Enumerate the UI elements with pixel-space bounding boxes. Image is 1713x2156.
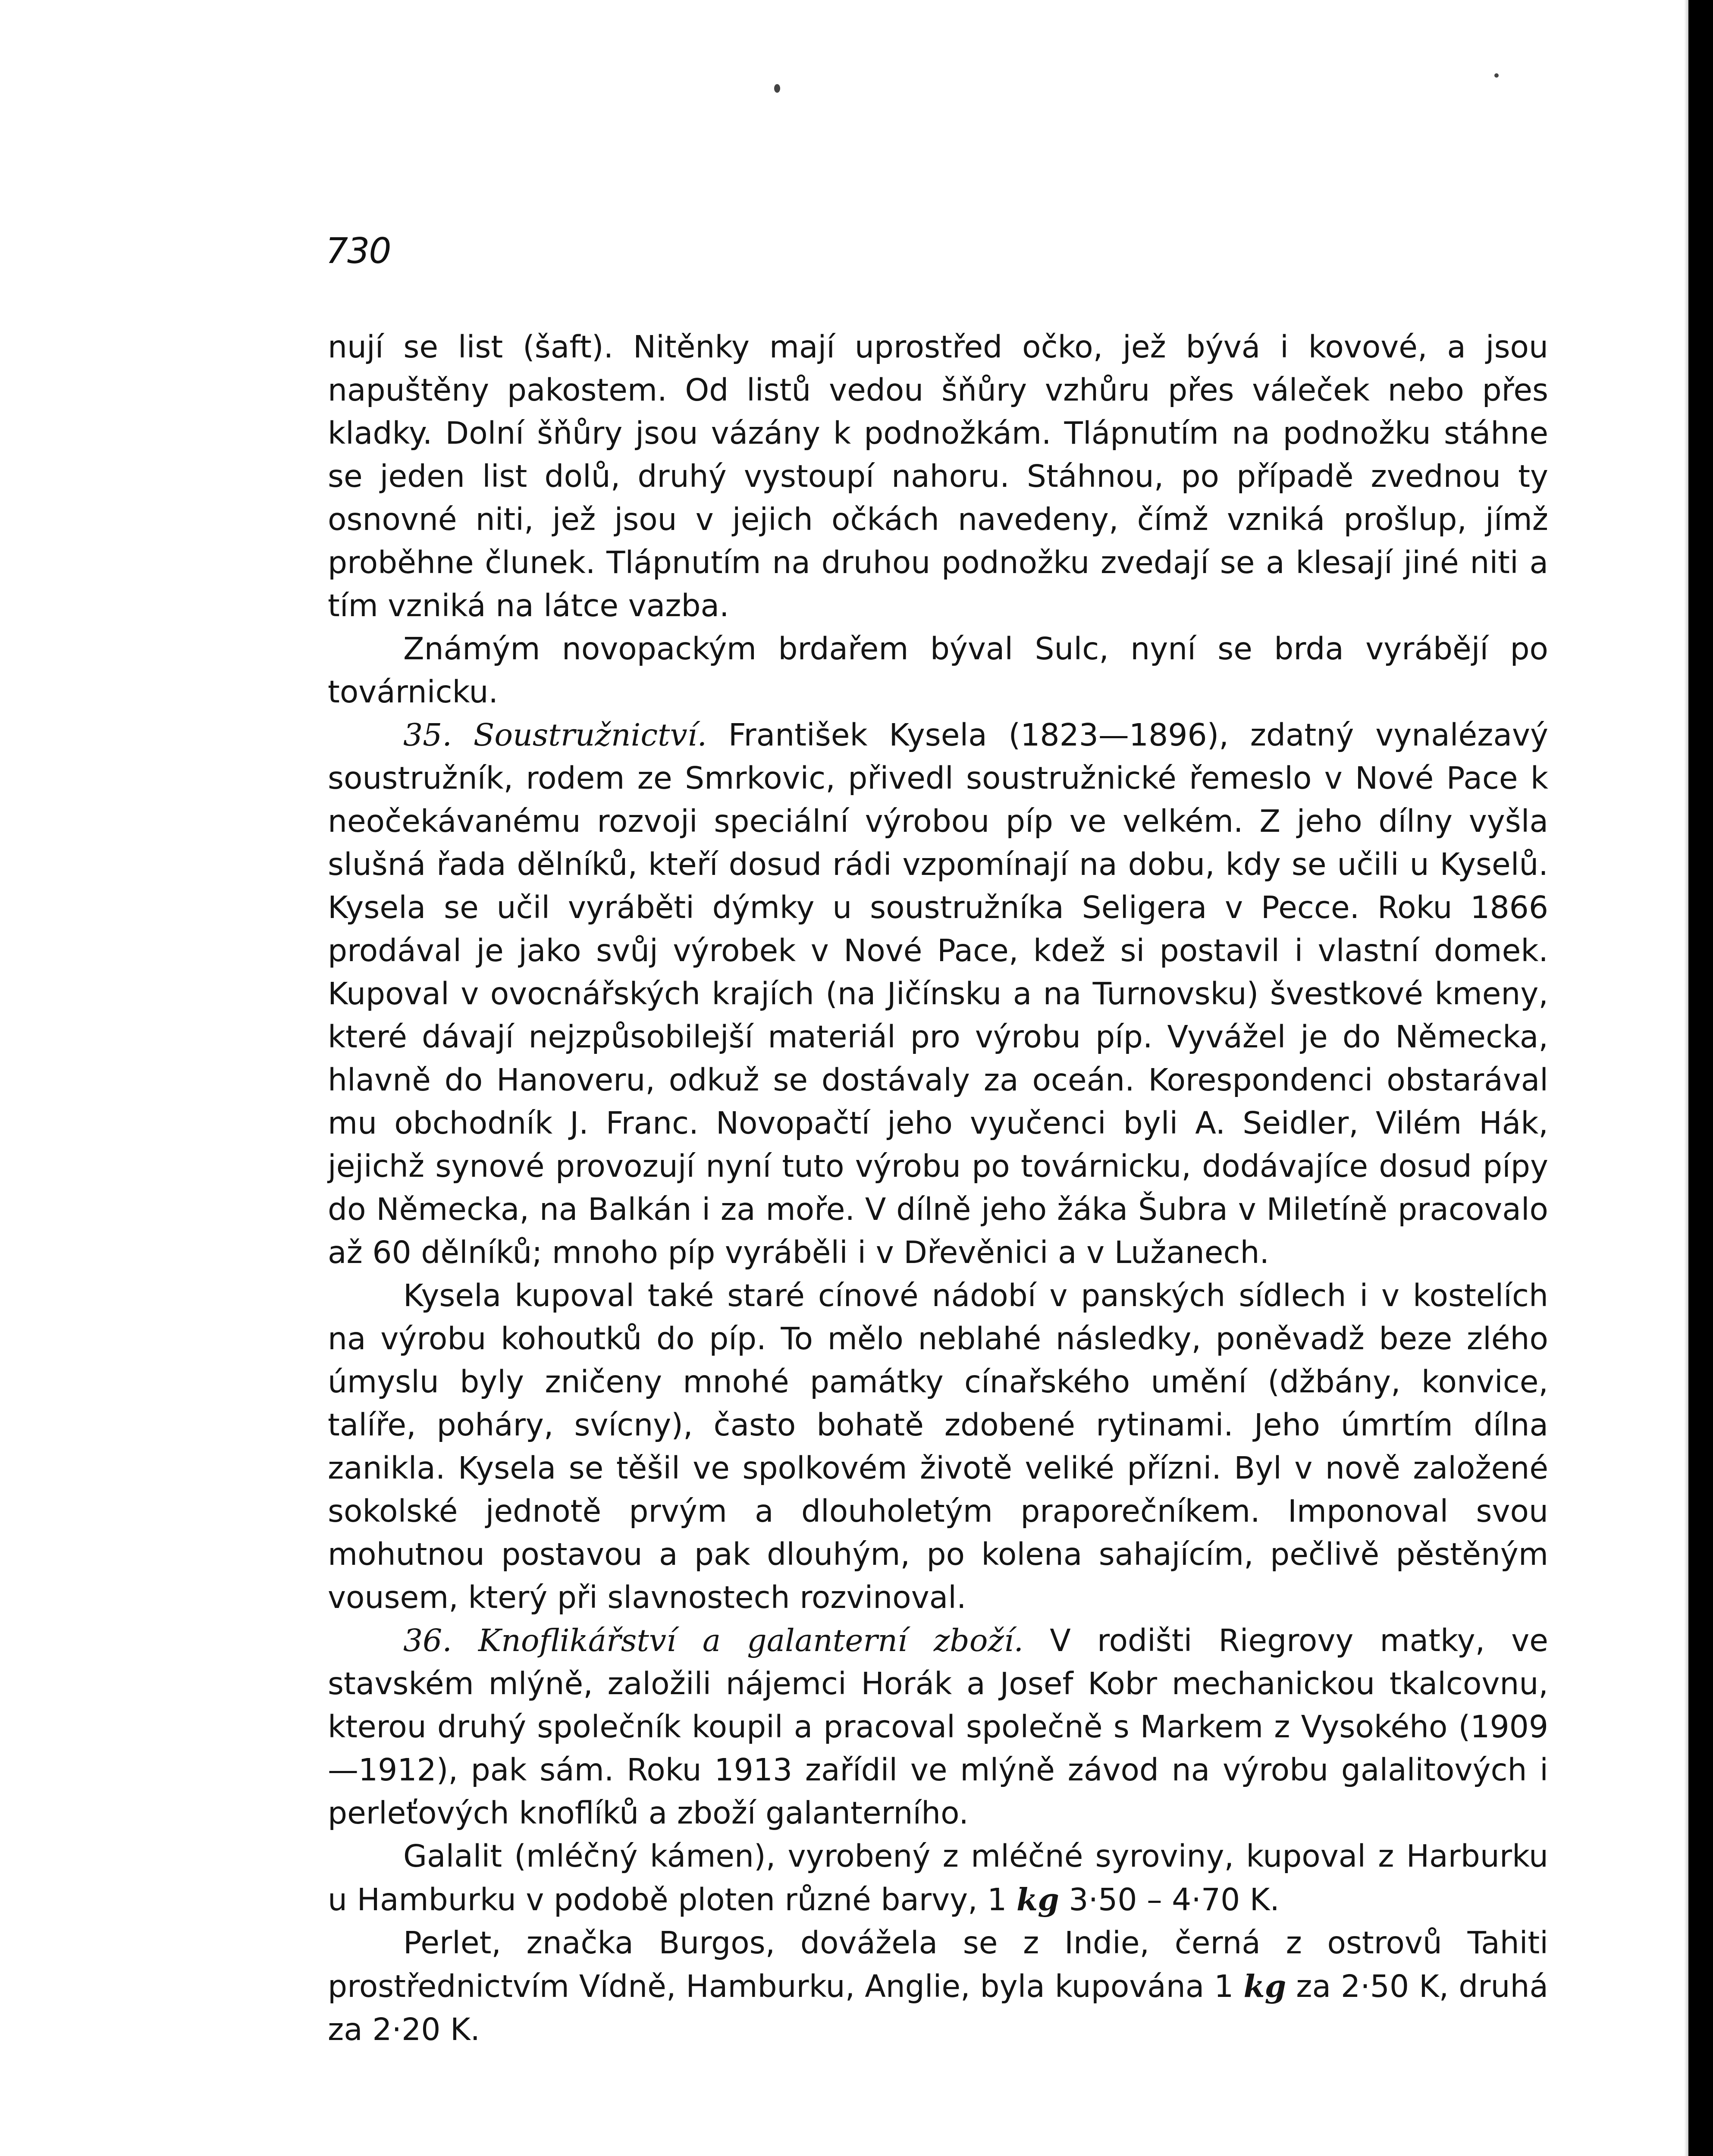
section-paragraph [328, 1619, 1548, 1835]
page-number: 730 [326, 231, 391, 272]
section-title: Knoflikářství a galanterní zboží. [478, 1623, 1024, 1658]
section-number: 35. [403, 717, 452, 753]
unit-kg: kg [1017, 1881, 1059, 1918]
paragraph: Známým novopackým brdařem býval Sulc, nyní se brda vyrábějí po továrnicku. [328, 631, 1548, 710]
scan-speck [774, 84, 780, 93]
paragraph-text: Perlet, značka Burgos, dovážela se z Indie, černá z ostrovů Tahiti prostřednictvím Vídně, Hamburku, Anglie, byla kupována 1 [328, 1925, 1548, 2004]
paragraph-text: Galalit (mléčný kámen), vyrobený z mléčné syroviny, kupoval z Harburku u Hamburku v podobě ploten různé barvy, 1 [328, 1838, 1548, 1918]
paragraph [328, 1835, 1548, 1921]
page-edge-shadow [1684, 0, 1688, 2156]
page-edge-border [1688, 0, 1713, 2156]
section-paragraph [328, 714, 1548, 1274]
section-text: František Kysela (1823—1896), zdatný vynalézavý soustružník, rodem ze Smrkovic, přivedl soustružnické řemeslo v Nové Pace k neočekávanému rozvoji speciální výrobou píp ve velkém. Z jeho dílny vyšla slušná řada dělníků, kteří dosud rádi vzpomínají na dobu, kdy se učili u Kyselů. Kysela se učil vyráběti dýmky u soustružníka Seligera v Pecce. Roku 1866 prodával je jako svůj výrobek v Nové Pace, kdež si postavil i vlastní domek. Kupoval v ovocnářských krajích (na Jičínsku a na Turnovsku) švestkové kmeny, které dávají nejzpůsobilejší materiál pro výrobu píp. Vyvážel je do Německa, hlavně do Hanoveru, odkuž se dostávaly za oceán. Korespondenci obstarával mu obchodník J. Franc. Novopačtí jeho vyučenci byli A. Seidler, Vilém Hák, jejichž synové provozují nyní tuto výrobu po továrnicku, dodávajíce dosud pípy do Německa, na Balkán i za moře. V dílně jeho žáka Šubra v Miletíně pracovalo až 60 dělníků; mnoho píp vyráběli i v Dřevěnici a v Lužanech. [328, 717, 1548, 1270]
section-text: V rodišti Riegrovy matky, ve stavském mlýně, založili nájemci Horák a Josef Kobr mechanickou tkalcovnu, kterou druhý společník koupil a pracoval společně s Markem z Vysokého (1909—1912), pak sám. Roku 1913 zařídil ve mlýně závod na výrobu galalitových i perleťových knoflíků a zboží galanterního. [328, 1623, 1548, 1831]
unit-kg: kg [1243, 1968, 1286, 2004]
paragraph-text: za 2·50 K, druhá za 2·20 K. [328, 1968, 1548, 2047]
section-number: 36. [403, 1623, 452, 1658]
paragraph [328, 1921, 1548, 2051]
scan-speck [1494, 73, 1499, 78]
paragraph-text: 3·50 – 4·70 K. [1059, 1882, 1280, 1918]
body-text [328, 326, 1548, 2051]
paragraph: Kysela kupoval také staré cínové nádobí v panských sídlech i v kostelích na výrobu kohoutků do píp. To mělo neblahé následky, poněvadž beze zlého úmyslu byly zničeny mnohé památky cínařského umění (džbány, konvice, talíře, poháry, svícny), často bohatě zdobené rytinami. Jeho úmrtím dílna zanikla. Kysela se těšil ve spolkovém životě veliké přízni. Byl v nově založené sokolské jednotě prvým a dlouholetým praporečníkem. Imponoval svou mohutnou postavou a pak dlouhým, po kolena sahajícím, pečlivě pěstěným vousem, který při slavnostech rozvinoval. [328, 1278, 1548, 1615]
paragraph: nují se list (šaft). Nitěnky mají uprostřed očko, jež bývá i kovové, a jsou napuštěny pakostem. Od listů vedou šňůry vzhůru přes váleček nebo přes kladky. Dolní šňůry jsou vázány k podnožkám. Tlápnutím na podnožku stáhne se jeden list dolů, druhý vystoupí nahoru. Stáhnou, po případě zvednou ty osnovné niti, jež jsou v jejich očkách navedeny, čímž vzniká prošlup, jímž proběhne člunek. Tlápnutím na druhou podnožku zvedají se a klesají jiné niti a tím vzniká na látce vazba. [328, 329, 1548, 624]
section-title: Soustružnictví. [473, 717, 707, 753]
